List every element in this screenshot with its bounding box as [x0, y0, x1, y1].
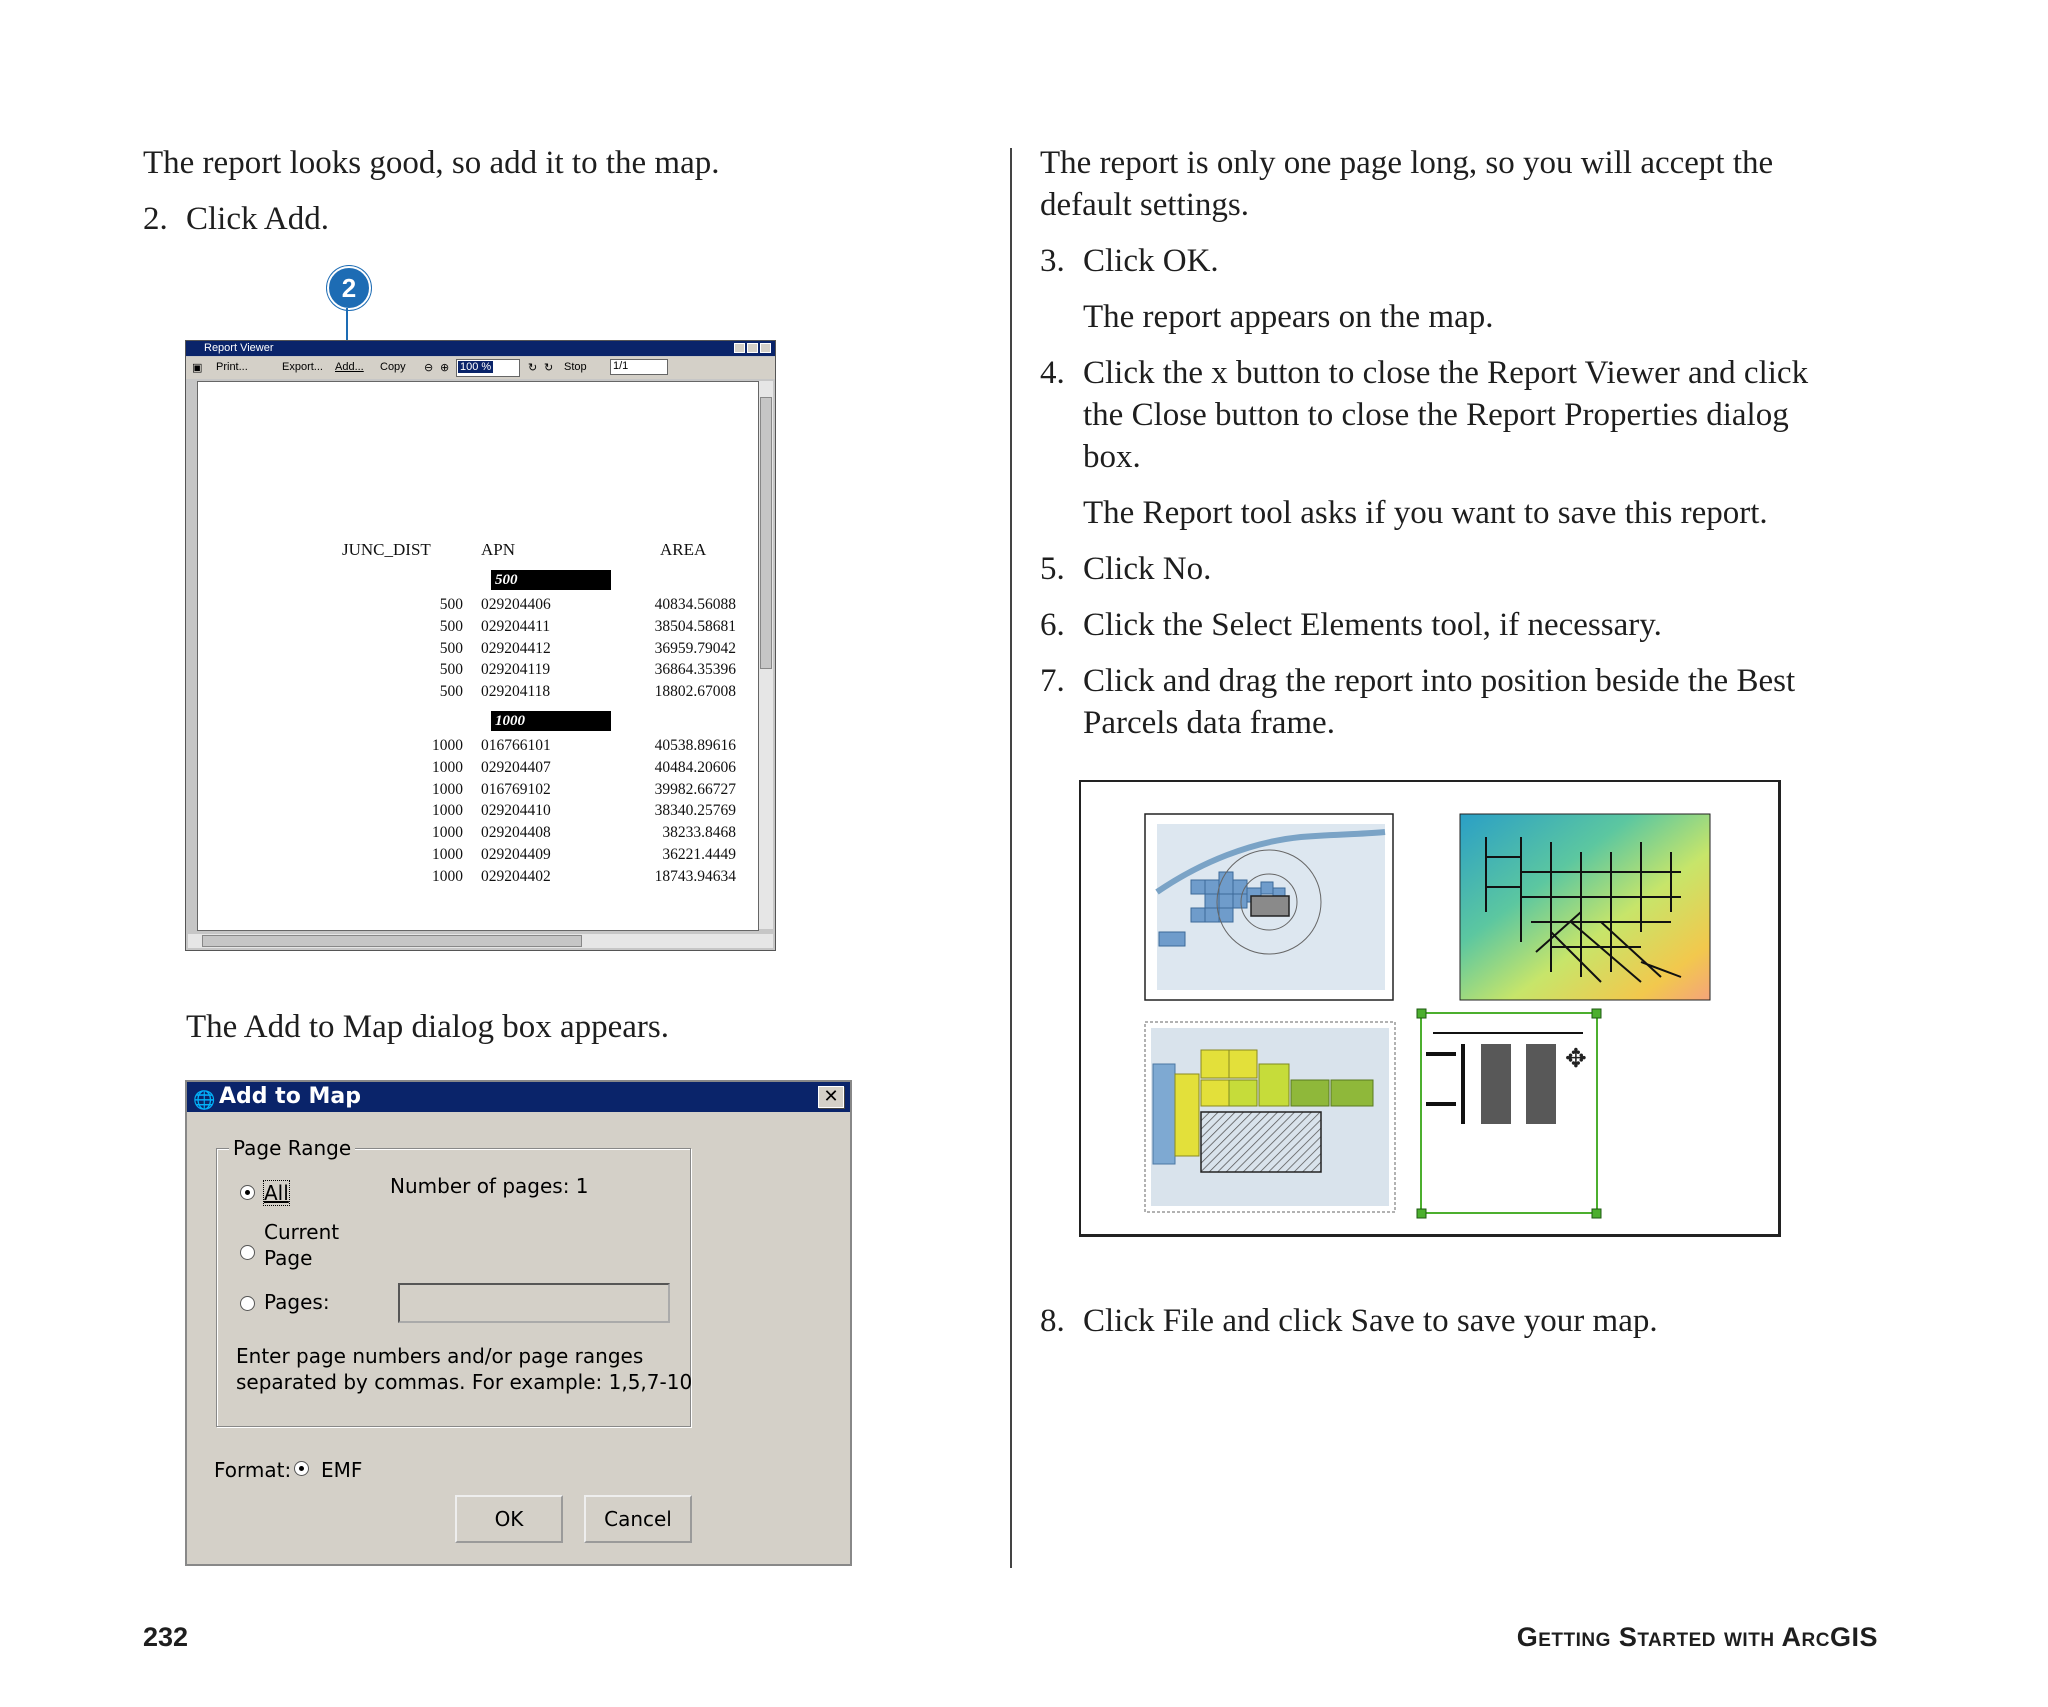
report-viewer-toolbar [186, 357, 775, 379]
add-to-map-dialog [185, 1080, 852, 1566]
cell-junc-dist: 1000 [432, 737, 463, 754]
radio-pages[interactable] [240, 1296, 255, 1311]
cell-area: 36864.35396 [654, 661, 736, 679]
num-pages-text: Number of pages: 1 [390, 1174, 589, 1198]
cell-area: 39982.66727 [654, 780, 736, 798]
radio-pages-label[interactable]: Pages: [264, 1290, 330, 1314]
running-title: Getting Started with ArcGIS [1516, 1622, 1878, 1652]
report-viewer-title: Report Viewer [204, 342, 274, 354]
vertical-scrollbar[interactable] [759, 381, 773, 929]
data-frame-best-parcels[interactable] [1145, 1022, 1395, 1212]
ok-button[interactable]: OK [455, 1495, 563, 1543]
step-text-line-3: box. [1083, 439, 1141, 475]
step-text-line-1: Click and drag the report into position beside the Best [1083, 663, 1796, 699]
export-button[interactable]: Export... [282, 361, 323, 373]
col-header-junc-dist: JUNC_DIST [342, 540, 431, 559]
globe-icon: 🌐 [193, 1090, 216, 1111]
radio-all[interactable] [240, 1185, 255, 1200]
cell-apn: 029204408 [481, 824, 551, 842]
cell-area: 40834.56088 [654, 596, 736, 613]
cancel-button[interactable]: Cancel [584, 1495, 692, 1543]
radio-current-page[interactable] [240, 1245, 255, 1260]
help-text-2: separated by commas. For example: 1,5,7-10 [236, 1370, 693, 1394]
help-text-1: Enter page numbers and/or page ranges [236, 1344, 644, 1368]
zoom-in-icon[interactable]: ⊕ [440, 362, 450, 374]
step-number: 6. [1040, 607, 1065, 643]
refresh-all-icon[interactable]: ↻ [544, 362, 554, 374]
step-text: Click No. [1083, 551, 1212, 587]
data-frame-elevation[interactable] [1460, 814, 1710, 1000]
step-text-line-1: Click the x button to close the Report Viewer and click [1083, 355, 1809, 391]
cell-area: 36959.79042 [654, 639, 736, 657]
col-header-apn: APN [481, 540, 516, 559]
cell-apn: 029204402 [481, 867, 551, 885]
cell-apn: 029204119 [481, 661, 551, 679]
copy-button[interactable]: Copy [380, 361, 406, 373]
cell-apn: 029204410 [481, 802, 551, 820]
format-value: EMF [321, 1458, 363, 1482]
cell-apn: 029204409 [481, 846, 551, 863]
radio-all-label[interactable]: All [264, 1181, 289, 1205]
zoom-value: 100 % [460, 361, 492, 373]
cell-apn: 016769102 [481, 780, 551, 798]
cell-junc-dist: 1000 [432, 758, 463, 776]
dialog-titlebar [187, 1082, 850, 1112]
step-number: 2. [143, 201, 168, 237]
data-frame-buffer[interactable] [1145, 814, 1393, 1000]
zoom-select[interactable] [456, 359, 520, 377]
cell-junc-dist: 500 [439, 617, 463, 635]
scroll-thumb[interactable] [202, 935, 582, 947]
cell-junc-dist: 1000 [432, 867, 463, 885]
cell-apn: 029204406 [481, 596, 551, 613]
report-viewer-window [185, 340, 776, 951]
cell-apn: 029204412 [481, 639, 551, 657]
report-page [197, 381, 759, 931]
cell-junc-dist: 1000 [432, 846, 463, 863]
step-number: 5. [1040, 551, 1065, 587]
cell-area: 18802.67008 [654, 683, 736, 701]
dialog-title: Add to Map [219, 1084, 361, 1109]
cell-apn: 029204411 [481, 617, 551, 635]
group-header-500: 500 [491, 570, 611, 590]
cell-junc-dist: 500 [439, 596, 463, 613]
cell-junc-dist: 1000 [432, 824, 463, 842]
step-3-note: The report appears on the map. [1083, 299, 1494, 335]
step-number: 7. [1040, 663, 1065, 699]
move-cursor-icon: ✥ [1565, 1044, 1587, 1074]
cell-apn: 029204407 [481, 758, 551, 776]
radio-current-label-1[interactable]: Current [264, 1220, 340, 1244]
cell-junc-dist: 1000 [432, 780, 463, 798]
cell-area: 18743.94634 [654, 867, 736, 885]
cell-junc-dist: 1000 [432, 802, 463, 820]
page-number: 232 [143, 1622, 189, 1652]
cell-area: 40538.89616 [654, 737, 736, 754]
group-label: Page Range [229, 1136, 355, 1160]
properties-icon[interactable]: ▣ [192, 362, 203, 374]
step-number: 8. [1040, 1303, 1065, 1339]
format-label: Format: [214, 1458, 292, 1482]
col-header-area: AREA [660, 540, 707, 559]
cell-area: 38340.25769 [654, 802, 736, 820]
minimize-button[interactable] [734, 343, 745, 353]
dialog-caption: The Add to Map dialog box appears. [186, 1009, 669, 1045]
cell-area: 38504.58681 [654, 617, 736, 635]
map-layout-figure [1079, 780, 1781, 1237]
radio-current-label-2[interactable]: Page [264, 1246, 313, 1270]
step-text: Click File and click Save to save your map. [1083, 1303, 1658, 1339]
radio-format-emf[interactable] [294, 1461, 309, 1476]
step-number: 3. [1040, 243, 1065, 279]
stop-button[interactable]: Stop [564, 361, 587, 373]
step-text-line-2: the Close button to close the Report Properties dialog [1083, 397, 1789, 433]
page-field[interactable]: 1/1 [610, 359, 668, 375]
right-para-line-1: The report is only one page long, so you will accept the [1040, 145, 1774, 181]
step-text: Click Add. [186, 201, 330, 237]
print-button[interactable]: Print... [216, 361, 248, 373]
report-element-selected[interactable] [1417, 1009, 1601, 1218]
cell-junc-dist: 500 [439, 661, 463, 679]
close-button[interactable]: ✕ [818, 1086, 844, 1108]
right-para-line-2: default settings. [1040, 187, 1249, 223]
step-text: Click OK. [1083, 243, 1219, 279]
refresh-icon[interactable]: ↻ [528, 362, 538, 374]
zoom-out-icon[interactable]: ⊖ [424, 362, 434, 374]
cell-area: 40484.20606 [654, 758, 736, 776]
maximize-button[interactable] [747, 343, 758, 353]
step-number: 4. [1040, 355, 1065, 391]
step-4-note: The Report tool asks if you want to save this report. [1083, 495, 1768, 531]
layout-canvas [1081, 782, 1779, 1234]
step-text-line-2: Parcels data frame. [1083, 705, 1335, 741]
pages-input[interactable] [398, 1283, 670, 1323]
report-viewer-titlebar [186, 341, 775, 356]
cell-apn: 016766101 [481, 737, 551, 754]
callout-badge: 2 [327, 266, 371, 310]
cell-apn: 029204118 [481, 683, 551, 701]
close-button[interactable] [760, 343, 771, 353]
step-text: Click the Select Elements tool, if necessary. [1083, 607, 1662, 643]
add-button[interactable]: Add... [335, 361, 364, 373]
cell-junc-dist: 500 [439, 639, 463, 657]
cell-area: 38233.8468 [662, 824, 736, 842]
scroll-thumb[interactable] [760, 397, 772, 669]
cell-area: 36221.4449 [662, 846, 736, 863]
cell-junc-dist: 500 [439, 683, 463, 701]
horizontal-scrollbar[interactable] [188, 934, 773, 948]
group-header-1000: 1000 [491, 711, 611, 731]
column-divider [1010, 148, 1012, 1568]
intro-text: The report looks good, so add it to the map. [143, 145, 720, 181]
